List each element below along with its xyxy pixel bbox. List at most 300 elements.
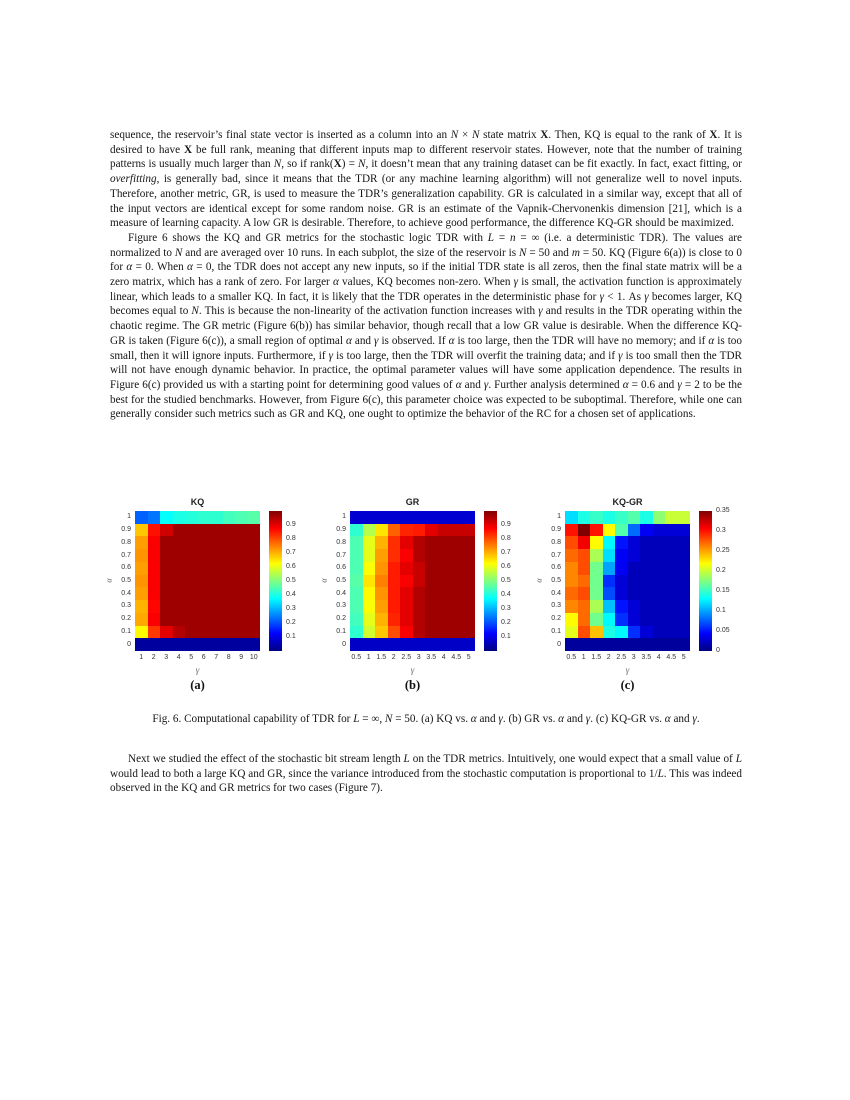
heatmap-cell bbox=[248, 575, 261, 588]
heatmap-cell bbox=[173, 600, 186, 613]
colorbar-tick-label: 0 bbox=[716, 647, 720, 654]
y-tick-label: 0 bbox=[127, 640, 131, 648]
heatmap-cell bbox=[425, 536, 438, 549]
heatmap-panel-kq bbox=[104, 497, 322, 703]
heatmap-cell bbox=[248, 549, 261, 562]
heatmap-cell bbox=[235, 626, 248, 639]
heatmap-cell bbox=[653, 600, 666, 613]
heatmap-cell bbox=[603, 638, 616, 651]
heatmap-cell bbox=[375, 549, 388, 562]
heatmap-cell bbox=[400, 613, 413, 626]
heatmap-cell bbox=[235, 613, 248, 626]
heatmap-cell bbox=[615, 626, 628, 639]
heatmap-cell bbox=[248, 626, 261, 639]
heatmap-cell bbox=[235, 587, 248, 600]
heatmap-cell bbox=[590, 600, 603, 613]
heatmap-cell bbox=[450, 511, 463, 524]
heatmap-cell bbox=[173, 638, 186, 651]
x-tick-label: 3.5 bbox=[641, 654, 652, 661]
colorbar-tick-label: 0.2 bbox=[501, 619, 511, 626]
heatmap-grid-kq-gr bbox=[565, 511, 690, 651]
heatmap-cell bbox=[578, 549, 591, 562]
colorbar-tick-label: 0.2 bbox=[286, 619, 296, 626]
heatmap-cell bbox=[173, 626, 186, 639]
heatmap-cell bbox=[148, 600, 161, 613]
heatmap-cell bbox=[223, 626, 236, 639]
colorbar-tick-label: 0.7 bbox=[286, 549, 296, 556]
heatmap-cell bbox=[450, 626, 463, 639]
heatmap-cell bbox=[615, 549, 628, 562]
heatmap-cell bbox=[413, 613, 426, 626]
y-tick-label: 1 bbox=[342, 513, 346, 521]
colorbar-tick-label: 0.3 bbox=[501, 605, 511, 612]
heatmap-cell bbox=[185, 575, 198, 588]
heatmap-cell bbox=[363, 575, 376, 588]
heatmap-cell bbox=[590, 626, 603, 639]
heatmap-cell bbox=[678, 613, 691, 626]
heatmap-cell bbox=[363, 613, 376, 626]
heatmap-cell bbox=[463, 524, 476, 537]
heatmap-cell bbox=[210, 524, 223, 537]
x-axis-label-gamma: γ bbox=[625, 665, 630, 675]
heatmap-cell bbox=[248, 638, 261, 651]
y-tick-label: 0.1 bbox=[121, 627, 131, 635]
heatmap-cell bbox=[185, 549, 198, 562]
heatmap-cell bbox=[363, 562, 376, 575]
heatmap-cell bbox=[148, 549, 161, 562]
heatmap-cell bbox=[375, 536, 388, 549]
colorbar-gr bbox=[484, 511, 497, 651]
heatmap-cell bbox=[248, 613, 261, 626]
x-tick-label: 10 bbox=[249, 654, 258, 661]
heatmap-cell bbox=[628, 613, 641, 626]
heatmap-cell bbox=[173, 524, 186, 537]
heatmap-cell bbox=[603, 511, 616, 524]
heatmap-cell bbox=[678, 600, 691, 613]
heatmap-cell bbox=[603, 626, 616, 639]
heatmap-cell bbox=[578, 511, 591, 524]
y-tick-label: 0.7 bbox=[336, 551, 346, 559]
heatmap-cell bbox=[438, 511, 451, 524]
heatmap-cell bbox=[198, 511, 211, 524]
heatmap-cell bbox=[615, 562, 628, 575]
x-tick-label: 3 bbox=[164, 654, 169, 661]
heatmap-cell bbox=[135, 626, 148, 639]
y-tick-label: 0.4 bbox=[121, 589, 131, 597]
heatmap-cell bbox=[198, 587, 211, 600]
x-tick-label: 0.5 bbox=[566, 654, 577, 661]
heatmap-cell bbox=[628, 524, 641, 537]
colorbar-tick-label: 0.2 bbox=[716, 567, 726, 574]
heatmap-cell bbox=[628, 600, 641, 613]
heatmap-cell bbox=[160, 600, 173, 613]
heatmap-cell bbox=[438, 524, 451, 537]
heatmap-cell bbox=[678, 562, 691, 575]
colorbar-tick-label: 0.4 bbox=[501, 591, 511, 598]
y-tick-label: 0.2 bbox=[336, 615, 346, 623]
x-tick-label: 2.5 bbox=[616, 654, 627, 661]
heatmap-cell bbox=[578, 562, 591, 575]
heatmap-cell bbox=[400, 536, 413, 549]
heatmap-cell bbox=[375, 638, 388, 651]
heatmap-cell bbox=[615, 638, 628, 651]
heatmap-cell bbox=[400, 626, 413, 639]
y-tick-label: 0.7 bbox=[551, 551, 561, 559]
heatmap-cell bbox=[615, 613, 628, 626]
heatmap-cell bbox=[350, 562, 363, 575]
heatmap-cell bbox=[148, 638, 161, 651]
heatmap-cell bbox=[590, 524, 603, 537]
heatmap-cell bbox=[678, 511, 691, 524]
colorbar-tick-label: 0.5 bbox=[286, 577, 296, 584]
colorbar-tick-label: 0.1 bbox=[286, 633, 296, 640]
heatmap-cell bbox=[640, 600, 653, 613]
heatmap-cell bbox=[148, 536, 161, 549]
heatmap-cell bbox=[160, 511, 173, 524]
heatmap-cell bbox=[603, 575, 616, 588]
heatmap-cell bbox=[363, 549, 376, 562]
heatmap-cell bbox=[653, 613, 666, 626]
heatmap-cell bbox=[210, 600, 223, 613]
colorbar-tick-label: 0.1 bbox=[716, 607, 726, 614]
subfigure-label: (a) bbox=[190, 678, 205, 692]
heatmap-cell bbox=[678, 638, 691, 651]
heatmap-cell bbox=[388, 587, 401, 600]
y-tick-label: 0 bbox=[557, 640, 561, 648]
heatmap-cell bbox=[578, 524, 591, 537]
heatmap-cell bbox=[135, 613, 148, 626]
heatmap-cell bbox=[665, 613, 678, 626]
heatmap-cell bbox=[665, 600, 678, 613]
heatmap-cell bbox=[185, 524, 198, 537]
heatmap-cell bbox=[223, 613, 236, 626]
heatmap-cell bbox=[235, 575, 248, 588]
x-axis-label-gamma: γ bbox=[410, 665, 415, 675]
y-tick-label: 0.5 bbox=[336, 577, 346, 584]
heatmap-cell bbox=[363, 524, 376, 537]
heatmap-cell bbox=[388, 613, 401, 626]
heatmap-title-gr: GR bbox=[405, 497, 420, 507]
heatmap-cell bbox=[388, 524, 401, 537]
y-tick-label: 1 bbox=[127, 513, 131, 521]
heatmap-cell bbox=[363, 626, 376, 639]
heatmap-cell bbox=[210, 575, 223, 588]
heatmap-cell bbox=[148, 626, 161, 639]
heatmap-cell bbox=[628, 549, 641, 562]
heatmap-cell bbox=[375, 562, 388, 575]
heatmap-cell bbox=[198, 600, 211, 613]
heatmap-cell bbox=[248, 536, 261, 549]
heatmap-cell bbox=[135, 536, 148, 549]
heatmap-cell bbox=[413, 626, 426, 639]
heatmap-cell bbox=[248, 587, 261, 600]
heatmap-cell bbox=[463, 600, 476, 613]
x-tick-label: 3 bbox=[631, 654, 636, 661]
heatmap-title-kq: KQ bbox=[190, 497, 205, 507]
heatmap-cell bbox=[160, 613, 173, 626]
heatmap-cell bbox=[653, 524, 666, 537]
heatmap-cell bbox=[590, 549, 603, 562]
heatmap-cell bbox=[388, 575, 401, 588]
heatmap-cell bbox=[198, 549, 211, 562]
heatmap-cell bbox=[388, 549, 401, 562]
heatmap-cell bbox=[223, 638, 236, 651]
heatmap-cell bbox=[463, 549, 476, 562]
x-tick-label: 9 bbox=[239, 654, 244, 661]
heatmap-cell bbox=[388, 638, 401, 651]
y-tick-label: 0.9 bbox=[551, 526, 561, 534]
heatmap-cell bbox=[450, 638, 463, 651]
heatmap-cell bbox=[640, 626, 653, 639]
heatmap-cell bbox=[350, 575, 363, 588]
heatmap-cell bbox=[438, 549, 451, 562]
heatmap-cell bbox=[615, 511, 628, 524]
heatmap-cell bbox=[235, 524, 248, 537]
heatmap-cell bbox=[198, 613, 211, 626]
heatmap-cell bbox=[160, 549, 173, 562]
heatmap-cell bbox=[578, 587, 591, 600]
heatmap-cell bbox=[463, 562, 476, 575]
heatmap-cell bbox=[665, 536, 678, 549]
heatmap-cell bbox=[590, 575, 603, 588]
heatmap-cell bbox=[400, 524, 413, 537]
heatmap-cell bbox=[173, 549, 186, 562]
heatmap-cell bbox=[438, 536, 451, 549]
colorbar-tick-label: 0.3 bbox=[286, 605, 296, 612]
heatmap-cell bbox=[565, 626, 578, 639]
heatmap-cell bbox=[185, 536, 198, 549]
x-tick-label: 3.5 bbox=[426, 654, 437, 661]
colorbar-tick-label: 0.9 bbox=[286, 521, 296, 528]
heatmap-cell bbox=[388, 562, 401, 575]
colorbar-kq bbox=[269, 511, 282, 651]
heatmap-cell bbox=[413, 587, 426, 600]
heatmap-cell bbox=[653, 626, 666, 639]
heatmap-cell bbox=[235, 536, 248, 549]
heatmap-cell bbox=[565, 549, 578, 562]
heatmap-cell bbox=[388, 536, 401, 549]
heatmap-cell bbox=[438, 638, 451, 651]
heatmap-cell bbox=[565, 524, 578, 537]
y-tick-label: 0.8 bbox=[336, 538, 346, 546]
heatmap-cell bbox=[590, 613, 603, 626]
heatmap-cell bbox=[463, 613, 476, 626]
heatmap-cell bbox=[350, 613, 363, 626]
heatmap-cell bbox=[590, 562, 603, 575]
heatmap-cell bbox=[450, 575, 463, 588]
heatmap-cell bbox=[438, 626, 451, 639]
heatmap-cell bbox=[148, 562, 161, 575]
heatmap-cell bbox=[350, 600, 363, 613]
y-tick-label: 0.3 bbox=[336, 602, 346, 610]
x-tick-label: 6 bbox=[201, 654, 206, 661]
heatmap-cell bbox=[628, 638, 641, 651]
heatmap-cell bbox=[615, 524, 628, 537]
heatmap-cell bbox=[565, 575, 578, 588]
heatmap-cell bbox=[185, 587, 198, 600]
heatmap-cell bbox=[185, 613, 198, 626]
y-tick-label: 0.3 bbox=[121, 602, 131, 610]
heatmap-cell bbox=[388, 626, 401, 639]
x-tick-label: 1 bbox=[139, 654, 144, 661]
y-axis-label-alpha: α bbox=[104, 578, 114, 583]
heatmap-cell bbox=[363, 638, 376, 651]
heatmap-cell bbox=[678, 626, 691, 639]
heatmap-cell bbox=[665, 562, 678, 575]
heatmap-cell bbox=[223, 511, 236, 524]
heatmap-cell bbox=[235, 600, 248, 613]
subfigure-label: (c) bbox=[620, 678, 635, 692]
figure-6 bbox=[104, 497, 758, 703]
heatmap-cell bbox=[653, 536, 666, 549]
heatmap-cell bbox=[135, 549, 148, 562]
heatmap-cell bbox=[653, 511, 666, 524]
heatmap-cell bbox=[185, 638, 198, 651]
heatmap-cell bbox=[363, 600, 376, 613]
heatmap-cell bbox=[565, 587, 578, 600]
heatmap-cell bbox=[223, 524, 236, 537]
heatmap-cell bbox=[248, 511, 261, 524]
x-tick-label: 1 bbox=[581, 654, 586, 661]
heatmap-cell bbox=[375, 600, 388, 613]
heatmap-cell bbox=[400, 600, 413, 613]
heatmap-cell bbox=[438, 587, 451, 600]
heatmap-cell bbox=[425, 626, 438, 639]
heatmap-cell bbox=[450, 536, 463, 549]
heatmap-cell bbox=[185, 626, 198, 639]
heatmap-cell bbox=[235, 511, 248, 524]
body-text-continued bbox=[110, 752, 742, 796]
heatmap-cell bbox=[210, 511, 223, 524]
heatmap-cell bbox=[223, 575, 236, 588]
heatmap-cell bbox=[640, 613, 653, 626]
heatmap-cell bbox=[160, 638, 173, 651]
heatmap-cell bbox=[148, 575, 161, 588]
heatmap-cell bbox=[223, 587, 236, 600]
heatmap-cell bbox=[198, 562, 211, 575]
heatmap-cell bbox=[135, 524, 148, 537]
heatmap-cell bbox=[615, 536, 628, 549]
heatmap-cell bbox=[640, 562, 653, 575]
colorbar-tick-label: 0.3 bbox=[716, 527, 726, 534]
heatmap-cell bbox=[413, 600, 426, 613]
heatmap-cell bbox=[425, 638, 438, 651]
heatmap-cell bbox=[628, 536, 641, 549]
heatmap-cell bbox=[438, 562, 451, 575]
heatmap-cell bbox=[653, 549, 666, 562]
heatmap-cell bbox=[640, 549, 653, 562]
heatmap-cell bbox=[665, 511, 678, 524]
subfigure-label: (b) bbox=[404, 678, 421, 692]
heatmap-cell bbox=[375, 613, 388, 626]
heatmap-cell bbox=[135, 575, 148, 588]
heatmap-cell bbox=[678, 575, 691, 588]
heatmap-cell bbox=[223, 600, 236, 613]
heatmap-cell bbox=[135, 638, 148, 651]
x-tick-label: 2.5 bbox=[401, 654, 412, 661]
x-axis-label-gamma: γ bbox=[195, 665, 200, 675]
heatmap-cell bbox=[463, 536, 476, 549]
x-tick-label: 1.5 bbox=[376, 654, 387, 661]
colorbar-tick-label: 0.6 bbox=[501, 563, 511, 570]
heatmap-cell bbox=[565, 536, 578, 549]
heatmap-title-kq-gr: KQ-GR bbox=[612, 497, 643, 507]
heatmap-cell bbox=[198, 536, 211, 549]
y-tick-label: 0.2 bbox=[551, 615, 561, 623]
heatmap-cell bbox=[173, 575, 186, 588]
heatmap-cell bbox=[185, 600, 198, 613]
x-tick-label: 4 bbox=[176, 654, 181, 661]
heatmap-cell bbox=[185, 562, 198, 575]
x-tick-label: 4.5 bbox=[666, 654, 677, 661]
y-tick-label: 0.6 bbox=[551, 564, 561, 572]
x-tick-label: 7 bbox=[214, 654, 219, 661]
heatmap-cell bbox=[350, 511, 363, 524]
heatmap-cell bbox=[615, 575, 628, 588]
heatmap-cell bbox=[413, 511, 426, 524]
heatmap-cell bbox=[603, 562, 616, 575]
heatmap-cell bbox=[665, 524, 678, 537]
colorbar-tick-label: 0.15 bbox=[716, 587, 730, 594]
heatmap-cell bbox=[135, 587, 148, 600]
heatmap-cell bbox=[148, 587, 161, 600]
heatmap-cell bbox=[160, 524, 173, 537]
heatmap-cell bbox=[590, 536, 603, 549]
heatmap-cell bbox=[578, 638, 591, 651]
y-tick-label: 0.4 bbox=[551, 589, 561, 597]
heatmap-cell bbox=[653, 575, 666, 588]
heatmap-cell bbox=[463, 587, 476, 600]
heatmap-cell bbox=[375, 575, 388, 588]
heatmap-cell bbox=[565, 638, 578, 651]
colorbar-tick-label: 0.7 bbox=[501, 549, 511, 556]
heatmap-cell bbox=[578, 575, 591, 588]
heatmap-cell bbox=[425, 600, 438, 613]
heatmap-cell bbox=[640, 511, 653, 524]
heatmap-cell bbox=[425, 587, 438, 600]
y-tick-label: 0.6 bbox=[336, 564, 346, 572]
figure-6-caption: Fig. 6. Computational capability of TDR for L = ∞, N = 50. (a) KQ vs. α and γ. (b) GR vs. α and γ. (c) KQ-GR vs. α and γ. bbox=[152, 713, 700, 725]
heatmap-cell bbox=[413, 524, 426, 537]
heatmap-cell bbox=[463, 638, 476, 651]
heatmap-cell bbox=[350, 524, 363, 537]
heatmap-cell bbox=[590, 587, 603, 600]
heatmap-cell bbox=[350, 587, 363, 600]
heatmap-grid-kq bbox=[135, 511, 260, 651]
colorbar-tick-label: 0.25 bbox=[716, 547, 730, 554]
heatmap-cell bbox=[565, 511, 578, 524]
heatmap-cell bbox=[375, 524, 388, 537]
heatmap-cell bbox=[628, 511, 641, 524]
heatmap-cell bbox=[653, 587, 666, 600]
heatmap-cell bbox=[148, 613, 161, 626]
heatmap-cell bbox=[248, 524, 261, 537]
heatmap-cell bbox=[628, 575, 641, 588]
heatmap-cell bbox=[210, 536, 223, 549]
heatmap-cell bbox=[603, 524, 616, 537]
heatmap-cell bbox=[438, 575, 451, 588]
heatmap-cell bbox=[413, 575, 426, 588]
heatmap-cell bbox=[665, 549, 678, 562]
heatmap-panel-kq-gr bbox=[534, 497, 752, 703]
y-axis-label-alpha: α bbox=[319, 578, 329, 583]
heatmap-cell bbox=[565, 600, 578, 613]
heatmap-cell bbox=[160, 536, 173, 549]
heatmap-cell bbox=[248, 562, 261, 575]
colorbar-tick-label: 0.8 bbox=[286, 535, 296, 542]
heatmap-cell bbox=[628, 626, 641, 639]
heatmap-cell bbox=[615, 587, 628, 600]
